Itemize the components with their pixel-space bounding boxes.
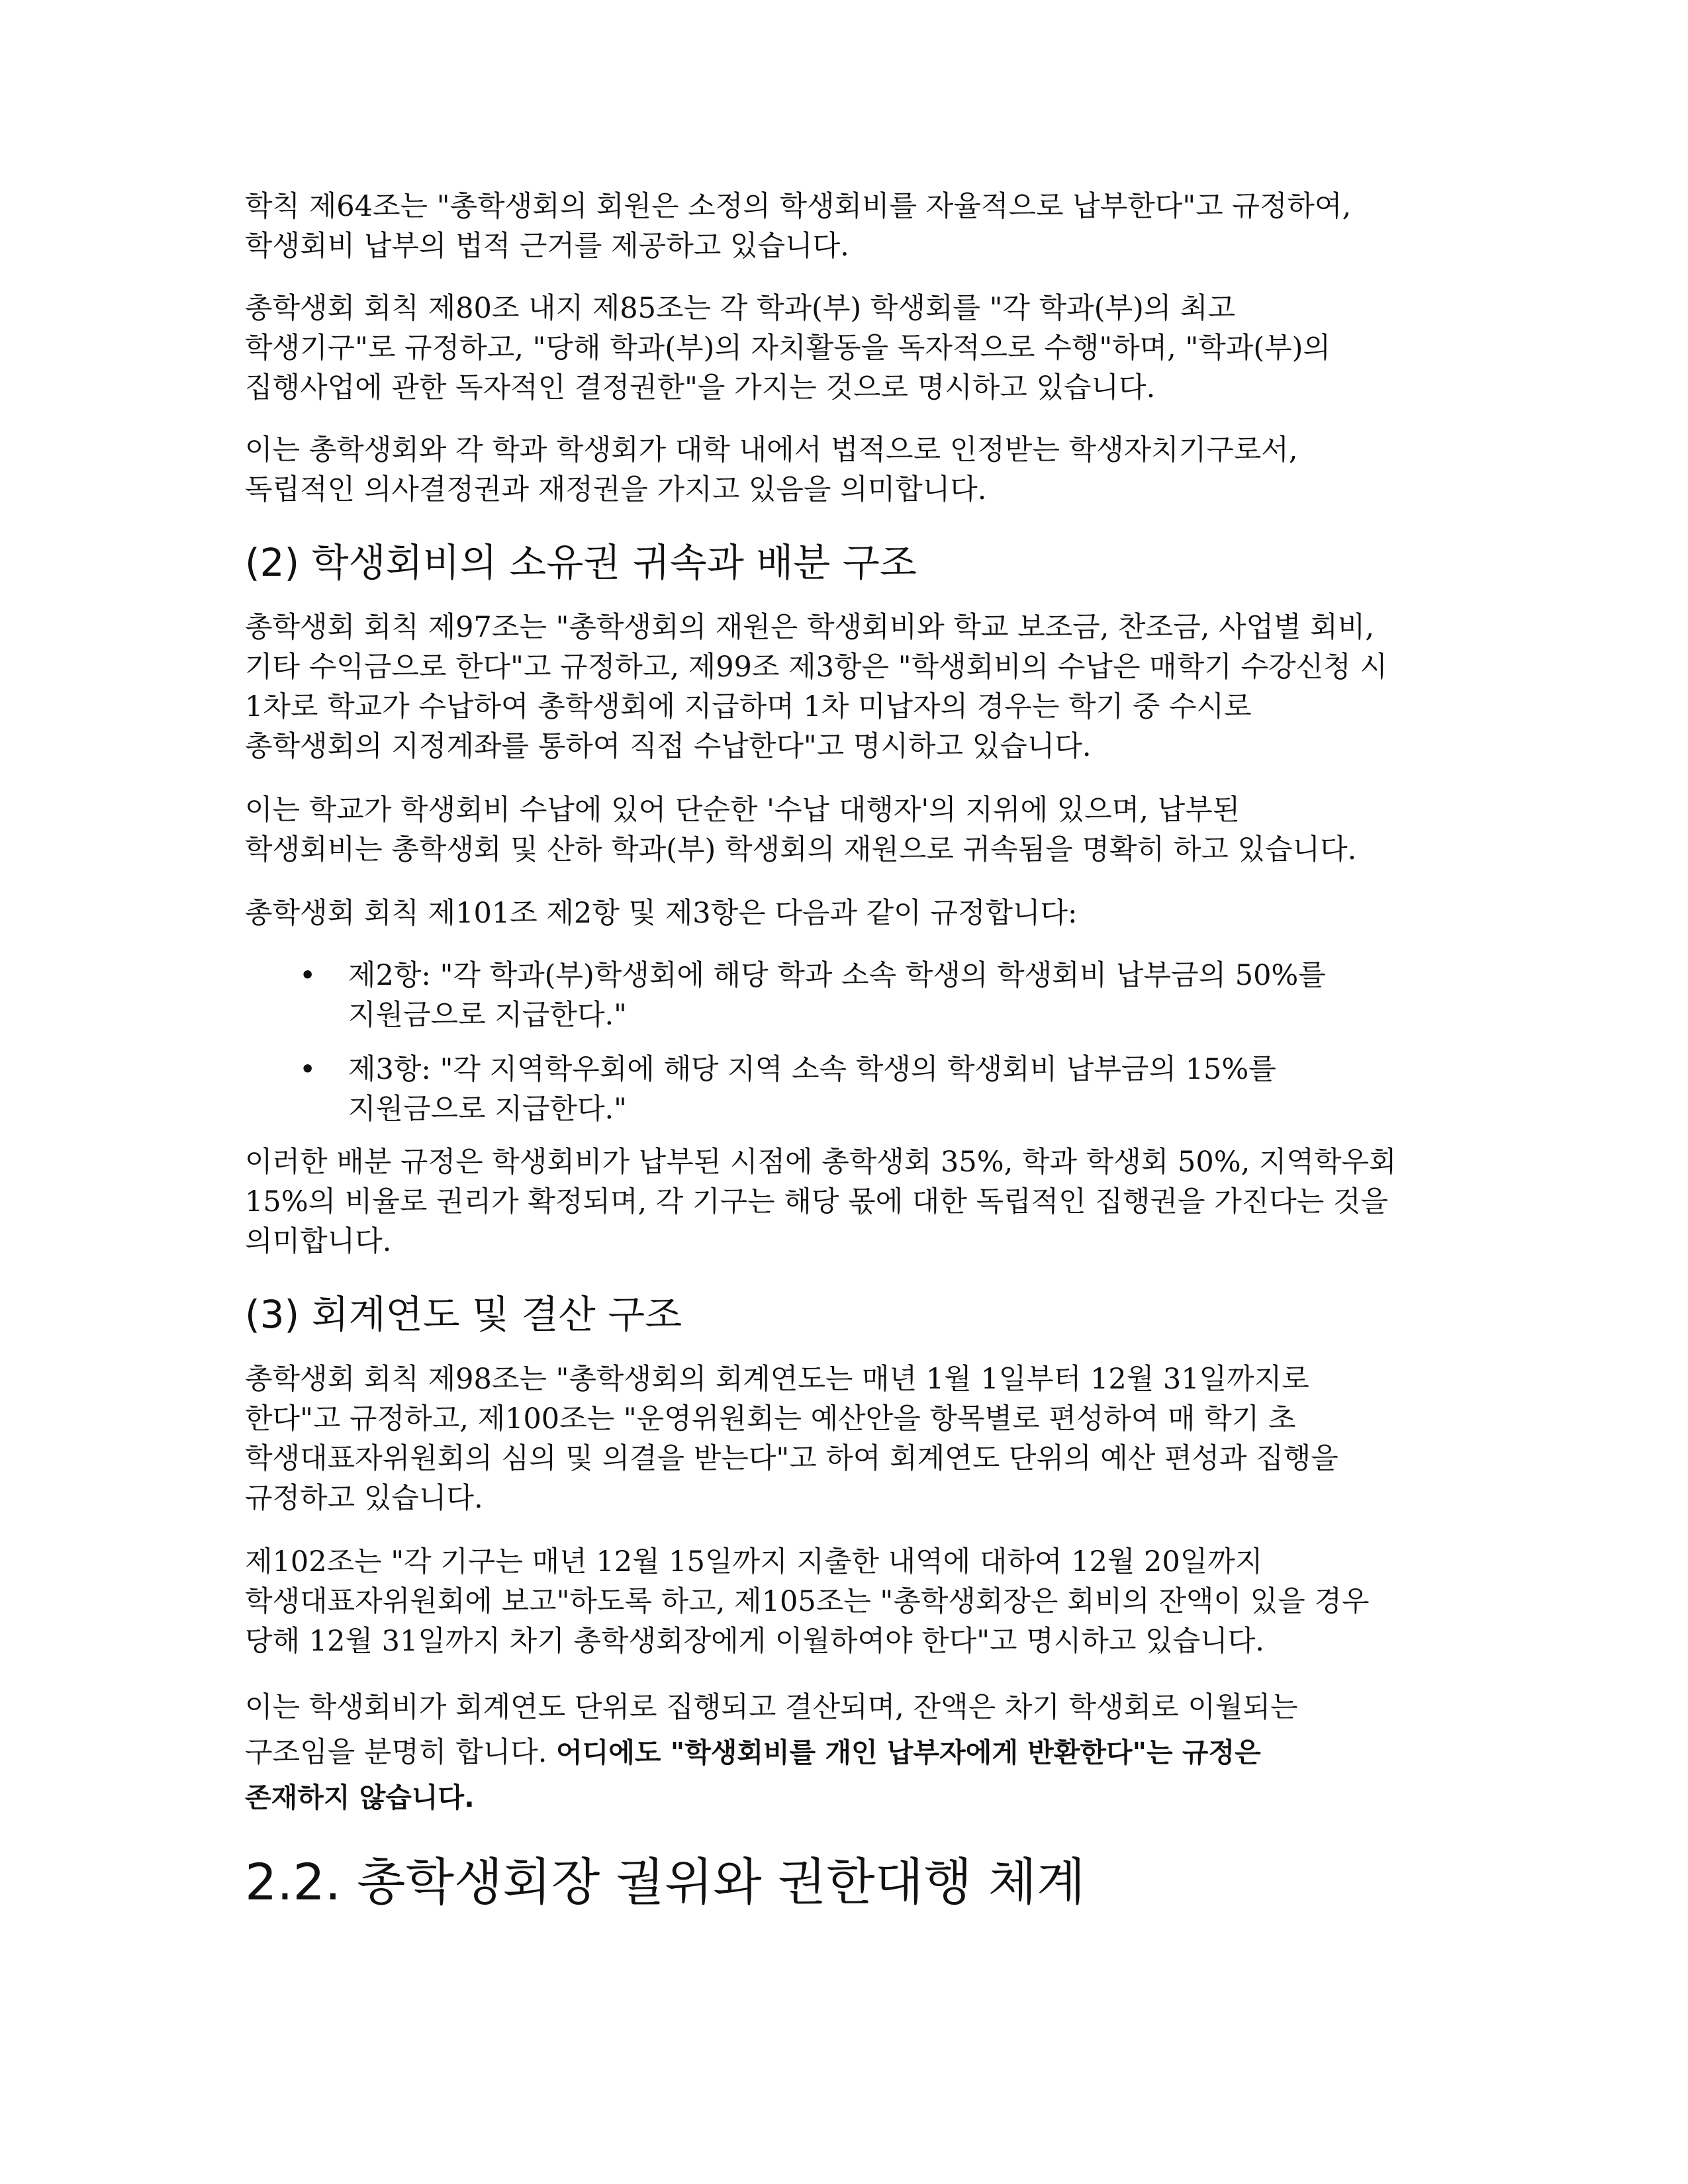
text-line: 독립적인 의사결정권과 재정권을 가지고 있음을 의미합니다. [245, 473, 987, 506]
text-line: 학생기구"로 규정하고, "당해 학과(부)의 자치활동을 독자적으로 수행"하며, "학과(부)의 [245, 332, 1331, 365]
text-span: 구조임을 분명히 합니다. [245, 1736, 557, 1769]
text-line: 제2항: "각 학과(부)학생회에 해당 학과 소속 학생의 학생회비 납부금의 50%를 [348, 959, 1326, 992]
heading-section-2-2: 2.2. 총학생회장 궐위와 권한대행 체계 [245, 1852, 1086, 1911]
paragraph-carryover-conclusion [245, 1685, 1450, 1820]
text-line: 15%의 비율로 권리가 확정되며, 각 기구는 해당 몫에 대한 독립적인 집행권을 가진다는 것을 [245, 1185, 1389, 1218]
text-line: 총학생회의 지정계좌를 통하여 직접 수납한다"고 명시하고 있습니다. [245, 730, 1092, 763]
document-page [245, 187, 1450, 1915]
list-item [299, 1050, 1450, 1129]
text-line [245, 1730, 1450, 1775]
paragraph-school-regulation [245, 187, 1450, 266]
text-line: 이는 학교가 학생회비 수납에 있어 단순한 '수납 대행자'의 지위에 있으며, 납부된 [245, 794, 1241, 827]
list-item [299, 956, 1450, 1035]
text-line: 집행사업에 관한 독자적인 결정권한"을 가지는 것으로 명시하고 있습니다. [245, 371, 1156, 404]
emphasis-text: 어디에도 "학생회비를 개인 납부자에게 반환한다"는 규정은 [556, 1737, 1261, 1768]
text-line: 총학생회 회칙 제101조 제2항 및 제3항은 다음과 같이 규정합니다: [245, 897, 1078, 930]
heading-fiscal-year: (3) 회계연도 및 결산 구조 [245, 1292, 682, 1337]
text-line: 지원금으로 지급한다." [348, 1093, 627, 1126]
text-line: 총학생회 회칙 제80조 내지 제85조는 각 학과(부) 학생회를 "각 학과(부)의 최고 [245, 292, 1236, 325]
text-line: 학칙 제64조는 "총학생회의 회원은 소정의 학생회비를 자율적으로 납부한다"고 규정하여, [245, 190, 1352, 223]
paragraph-fiscal-year-rules [245, 1359, 1450, 1518]
heading-ownership-distribution: (2) 학생회비의 소유권 귀속과 배분 구조 [245, 540, 917, 585]
paragraph-collection-agent [245, 790, 1450, 870]
text-line: 총학생회 회칙 제98조는 "총학생회의 회계연도는 매년 1월 1일부터 12월 31일까지로 [245, 1363, 1309, 1396]
text-line: 이는 총학생회와 각 학과 학생회가 대학 내에서 법적으로 인정받는 학생자치기구로서, [245, 433, 1298, 467]
text-line: 의미합니다. [245, 1225, 392, 1258]
text-line: 학생대표자위원회에 보고"하도록 하고, 제105조는 "총학생회장은 회비의 잔액이 있을 경우 [245, 1585, 1370, 1618]
text-line: 학생회비는 총학생회 및 산하 학과(부) 학생회의 재원으로 귀속됨을 명확히 하고 있습니다. [245, 833, 1357, 866]
paragraph-settlement-rules [245, 1542, 1450, 1661]
text-line: 학생대표자위원회의 심의 및 의결을 받는다"고 하여 회계연도 단위의 예산 편성과 집행을 [245, 1442, 1338, 1475]
text-line: 1차로 학교가 수납하여 총학생회에 지급하며 1차 미납자의 경우는 학기 중 수시로 [245, 690, 1252, 723]
text-line: 총학생회 회칙 제97조는 "총학생회의 재원은 학생회비와 학교 보조금, 찬조금, 사업별 회비, [245, 611, 1375, 644]
text-line: 규정하고 있습니다. [245, 1482, 483, 1515]
text-line: 지원금으로 지급한다." [348, 999, 627, 1032]
emphasis-text: 존재하지 않습니다. [245, 1782, 475, 1813]
paragraph-self-governance [245, 430, 1450, 510]
text-line: 기타 수익금으로 한다"고 규정하고, 제99조 제3항은 "학생회비의 수납은 매학기 수강신청 시 [245, 651, 1387, 684]
text-line: 이는 학생회비가 회계연도 단위로 집행되고 결산되며, 잔액은 차기 학생회로 이월되는 [245, 1691, 1298, 1724]
paragraph-distribution-meaning [245, 1142, 1450, 1261]
bullet-icon: • [299, 1053, 316, 1086]
bullet-list [245, 956, 1450, 1129]
text-line: 한다"고 규정하고, 제100조는 "운영위원회는 예산안을 항목별로 편성하여 매 학기 초 [245, 1402, 1296, 1435]
text-line: 제102조는 "각 기구는 매년 12월 15일까지 지출한 내역에 대하여 12월 20일까지 [245, 1545, 1263, 1578]
paragraph-article-101-intro [245, 893, 1450, 933]
paragraph-department-council [245, 289, 1450, 408]
text-line: 제3항: "각 지역학우회에 해당 지역 소속 학생의 학생회비 납부금의 15%를 [348, 1053, 1276, 1086]
paragraph-funding-sources [245, 608, 1450, 766]
text-line: 학생회비 납부의 법적 근거를 제공하고 있습니다. [245, 230, 849, 263]
text-line: 이러한 배분 규정은 학생회비가 납부된 시점에 총학생회 35%, 학과 학생회 50%, 지역학우회 [245, 1146, 1397, 1179]
text-line: 당해 12월 31일까지 차기 총학생회장에게 이월하여야 한다"고 명시하고 있습니다. [245, 1625, 1264, 1658]
bullet-icon: • [299, 959, 316, 992]
